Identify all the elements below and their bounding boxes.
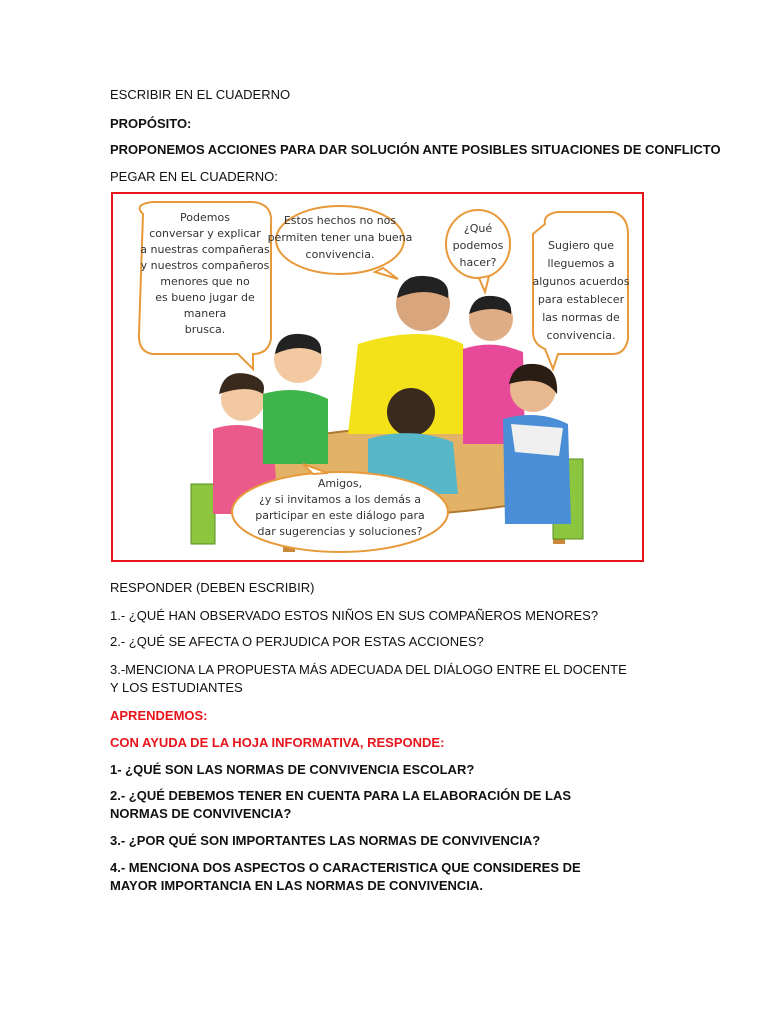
learn-title: APRENDEMOS: — [110, 708, 208, 723]
instruction-paste: PEGAR EN EL CUADERNO: — [110, 169, 278, 184]
classroom-illustration — [111, 192, 644, 562]
bubble-line: lleguemos a — [547, 257, 615, 270]
learn-subtitle: CON AYUDA DE LA HOJA INFORMATIVA, RESPONDE: — [110, 735, 445, 750]
bubble-line: a nuestras compañeras — [140, 243, 270, 256]
bubble-line: las normas de — [542, 311, 620, 324]
boy-back-head — [387, 388, 435, 436]
bubble-line: convivencia. — [305, 248, 375, 261]
bubble-line: ¿y si invitamos a los demás a — [259, 493, 421, 506]
bubble-line: podemos — [452, 239, 504, 252]
learn-question-2: 2.- ¿QUÉ DEBEMOS TENER EN CUENTA PARA LA ELABORACIÓN DE LAS NORMAS DE CONVIVENCIA? — [110, 788, 572, 821]
bubble-line: dar sugerencias y soluciones? — [257, 525, 423, 538]
bubble-line: Estos hechos no nos — [283, 214, 397, 227]
respond-question-3: 3.-MENCIONA LA PROPUESTA MÁS ADECUADA DEL DIÁLOGO ENTRE EL DOCENTE Y LOS ESTUDIANTES — [110, 662, 627, 695]
bubble-line: es bueno jugar de — [155, 291, 255, 304]
illustration-svg — [113, 194, 642, 560]
boy-green-body — [263, 390, 328, 464]
bubble-line: para establecer — [537, 293, 625, 306]
bubble-line: algunos acuerdos — [532, 275, 630, 288]
bubble-line: Sugiero que — [548, 239, 614, 252]
bubble-line: hacer? — [459, 256, 497, 269]
bubble-line: menores que no — [160, 275, 250, 288]
respond-title: RESPONDER (DEBEN ESCRIBIR) — [110, 580, 315, 595]
purpose-text: PROPONEMOS ACCIONES PARA DAR SOLUCIÓN ANTE POSIBLES SITUACIONES DE CONFLICTO — [110, 142, 721, 157]
speech-bubble-2 — [268, 206, 413, 279]
instruction-write: ESCRIBIR EN EL CUADERNO — [110, 87, 291, 102]
bubble-line: Amigos, — [317, 477, 363, 490]
speech-bubble-1 — [139, 202, 271, 369]
respond-question-2: 2.- ¿QUÉ SE AFECTA O PERJUDICA POR ESTAS ACCIONES? — [110, 634, 484, 649]
speech-bubble-4 — [533, 212, 630, 369]
bubble-line: y nuestros compañeros — [140, 259, 270, 272]
bubble-line: participar en este diálogo para — [255, 509, 425, 522]
bubble-line: ¿Qué — [463, 222, 493, 235]
bubble-line: manera — [183, 307, 227, 320]
bubble-line: conversar y explicar — [149, 227, 261, 240]
bubble-line: convivencia. — [546, 329, 616, 342]
learn-question-3: 3.- ¿POR QUÉ SON IMPORTANTES LAS NORMAS DE CONVIVENCIA? — [110, 833, 541, 848]
learn-question-4: 4.- MENCIONA DOS ASPECTOS O CARACTERISTICA QUE CONSIDERES DE MAYOR IMPORTANCIA EN LAS NORMAS DE CONVIVENCIA. — [110, 860, 581, 893]
respond-question-1: 1.- ¿QUÉ HAN OBSERVADO ESTOS NIÑOS EN SUS COMPAÑEROS MENORES? — [110, 608, 599, 623]
speech-bubble-3 — [446, 210, 510, 292]
bubble-line: Podemos — [180, 211, 230, 224]
bubble-line: permiten tener una buena — [267, 231, 413, 244]
learn-question-1: 1- ¿QUÉ SON LAS NORMAS DE CONVIVENCIA ESCOLAR? — [110, 762, 475, 777]
purpose-label: PROPÓSITO: — [110, 116, 192, 131]
bubble-line: brusca. — [184, 323, 226, 336]
